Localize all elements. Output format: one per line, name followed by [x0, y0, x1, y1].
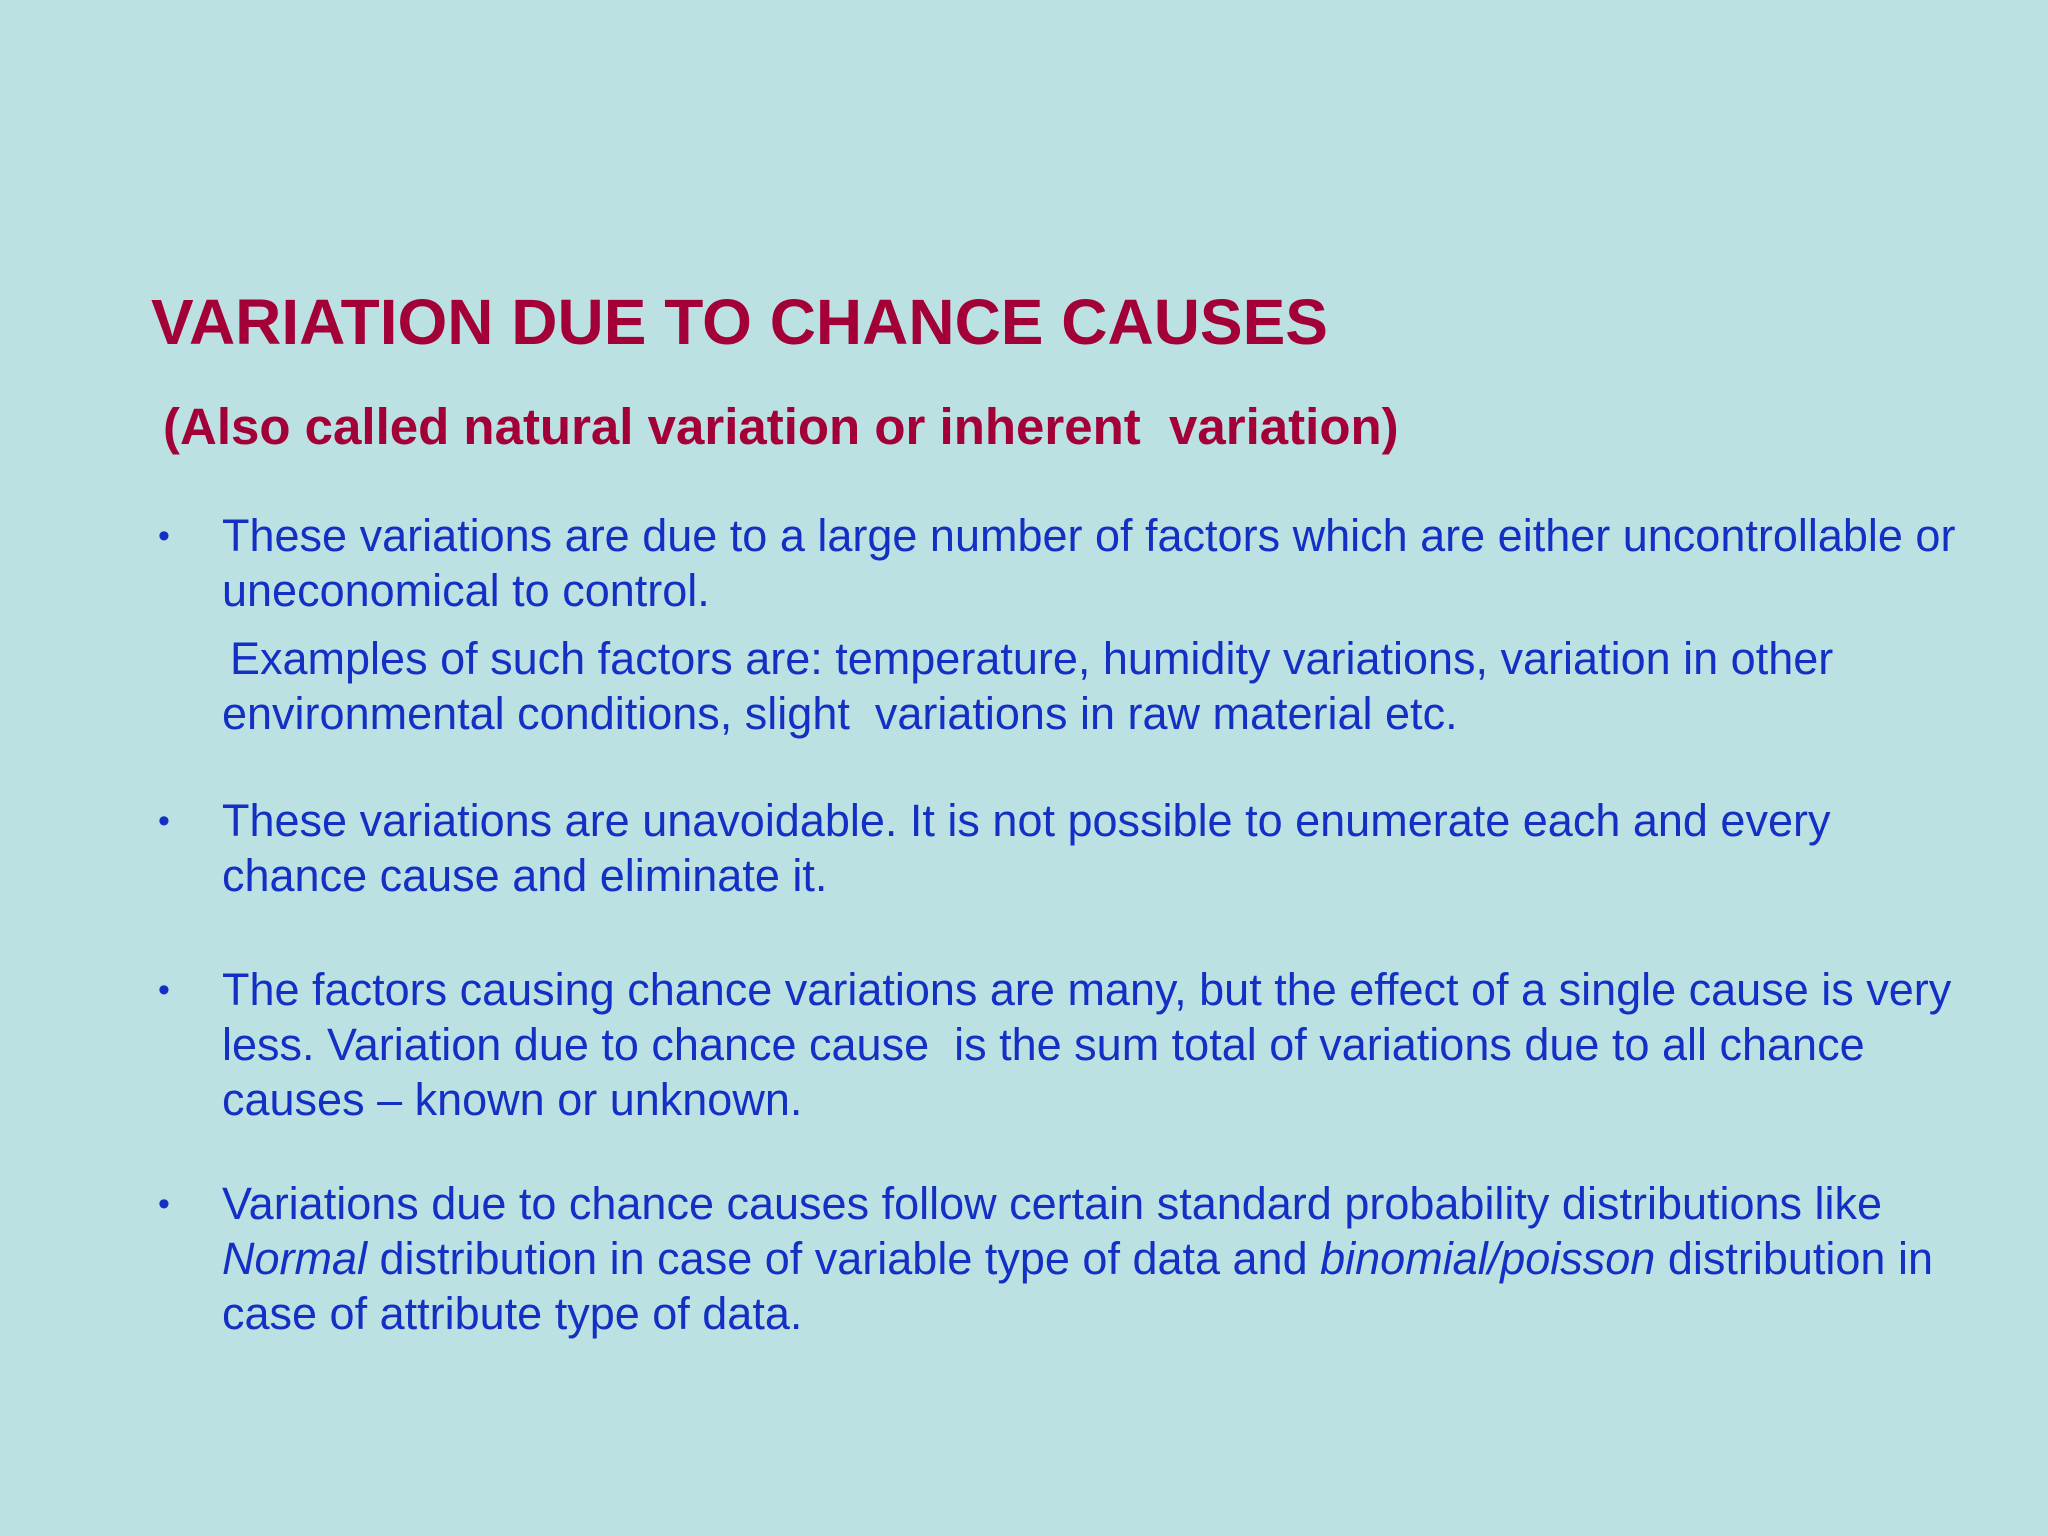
bullet-text-4-part-a: Variations due to chance causes follow certain standard probability distributions like: [222, 1178, 1908, 1229]
binomial-poisson-term: binomial/poisson: [1320, 1233, 1656, 1284]
bullet-text-1: These variations are due to a large number of factors which are either uncontrollable or uneconomical to control.: [222, 510, 1968, 616]
bullet-text-2: These variations are unavoidable. It is not possible to enumerate each and every chance cause and eliminate it.: [222, 795, 1843, 901]
slide-title: VARIATION DUE TO CHANCE CAUSES: [151, 286, 1328, 358]
bullet-marker: •: [158, 1185, 170, 1223]
bullet-marker: •: [158, 971, 170, 1009]
bullet-text-4: [222, 1176, 1982, 1341]
bullet-text-3: The factors causing chance variations are many, but the effect of a single cause is very less. Variation due to chance cause is the sum total of variations due to all chance causes – known or unknown.: [222, 964, 1977, 1125]
bullet-marker: •: [158, 802, 170, 840]
slide-subtitle: (Also called natural variation or inherent variation): [163, 398, 1399, 455]
bullet-example-1: Examples of such factors are: temperature, humidity variations, variation in other environmental conditions, slight variations in raw material etc.: [222, 633, 1846, 739]
bullet-marker: •: [158, 517, 170, 555]
bullet-text-4-part-b: distribution in case of variable type of data and: [367, 1233, 1321, 1284]
normal-distribution-term: Normal: [222, 1233, 368, 1284]
bullet-text-4-part-c: distribution in case of attribute type of data.: [222, 1233, 1946, 1339]
